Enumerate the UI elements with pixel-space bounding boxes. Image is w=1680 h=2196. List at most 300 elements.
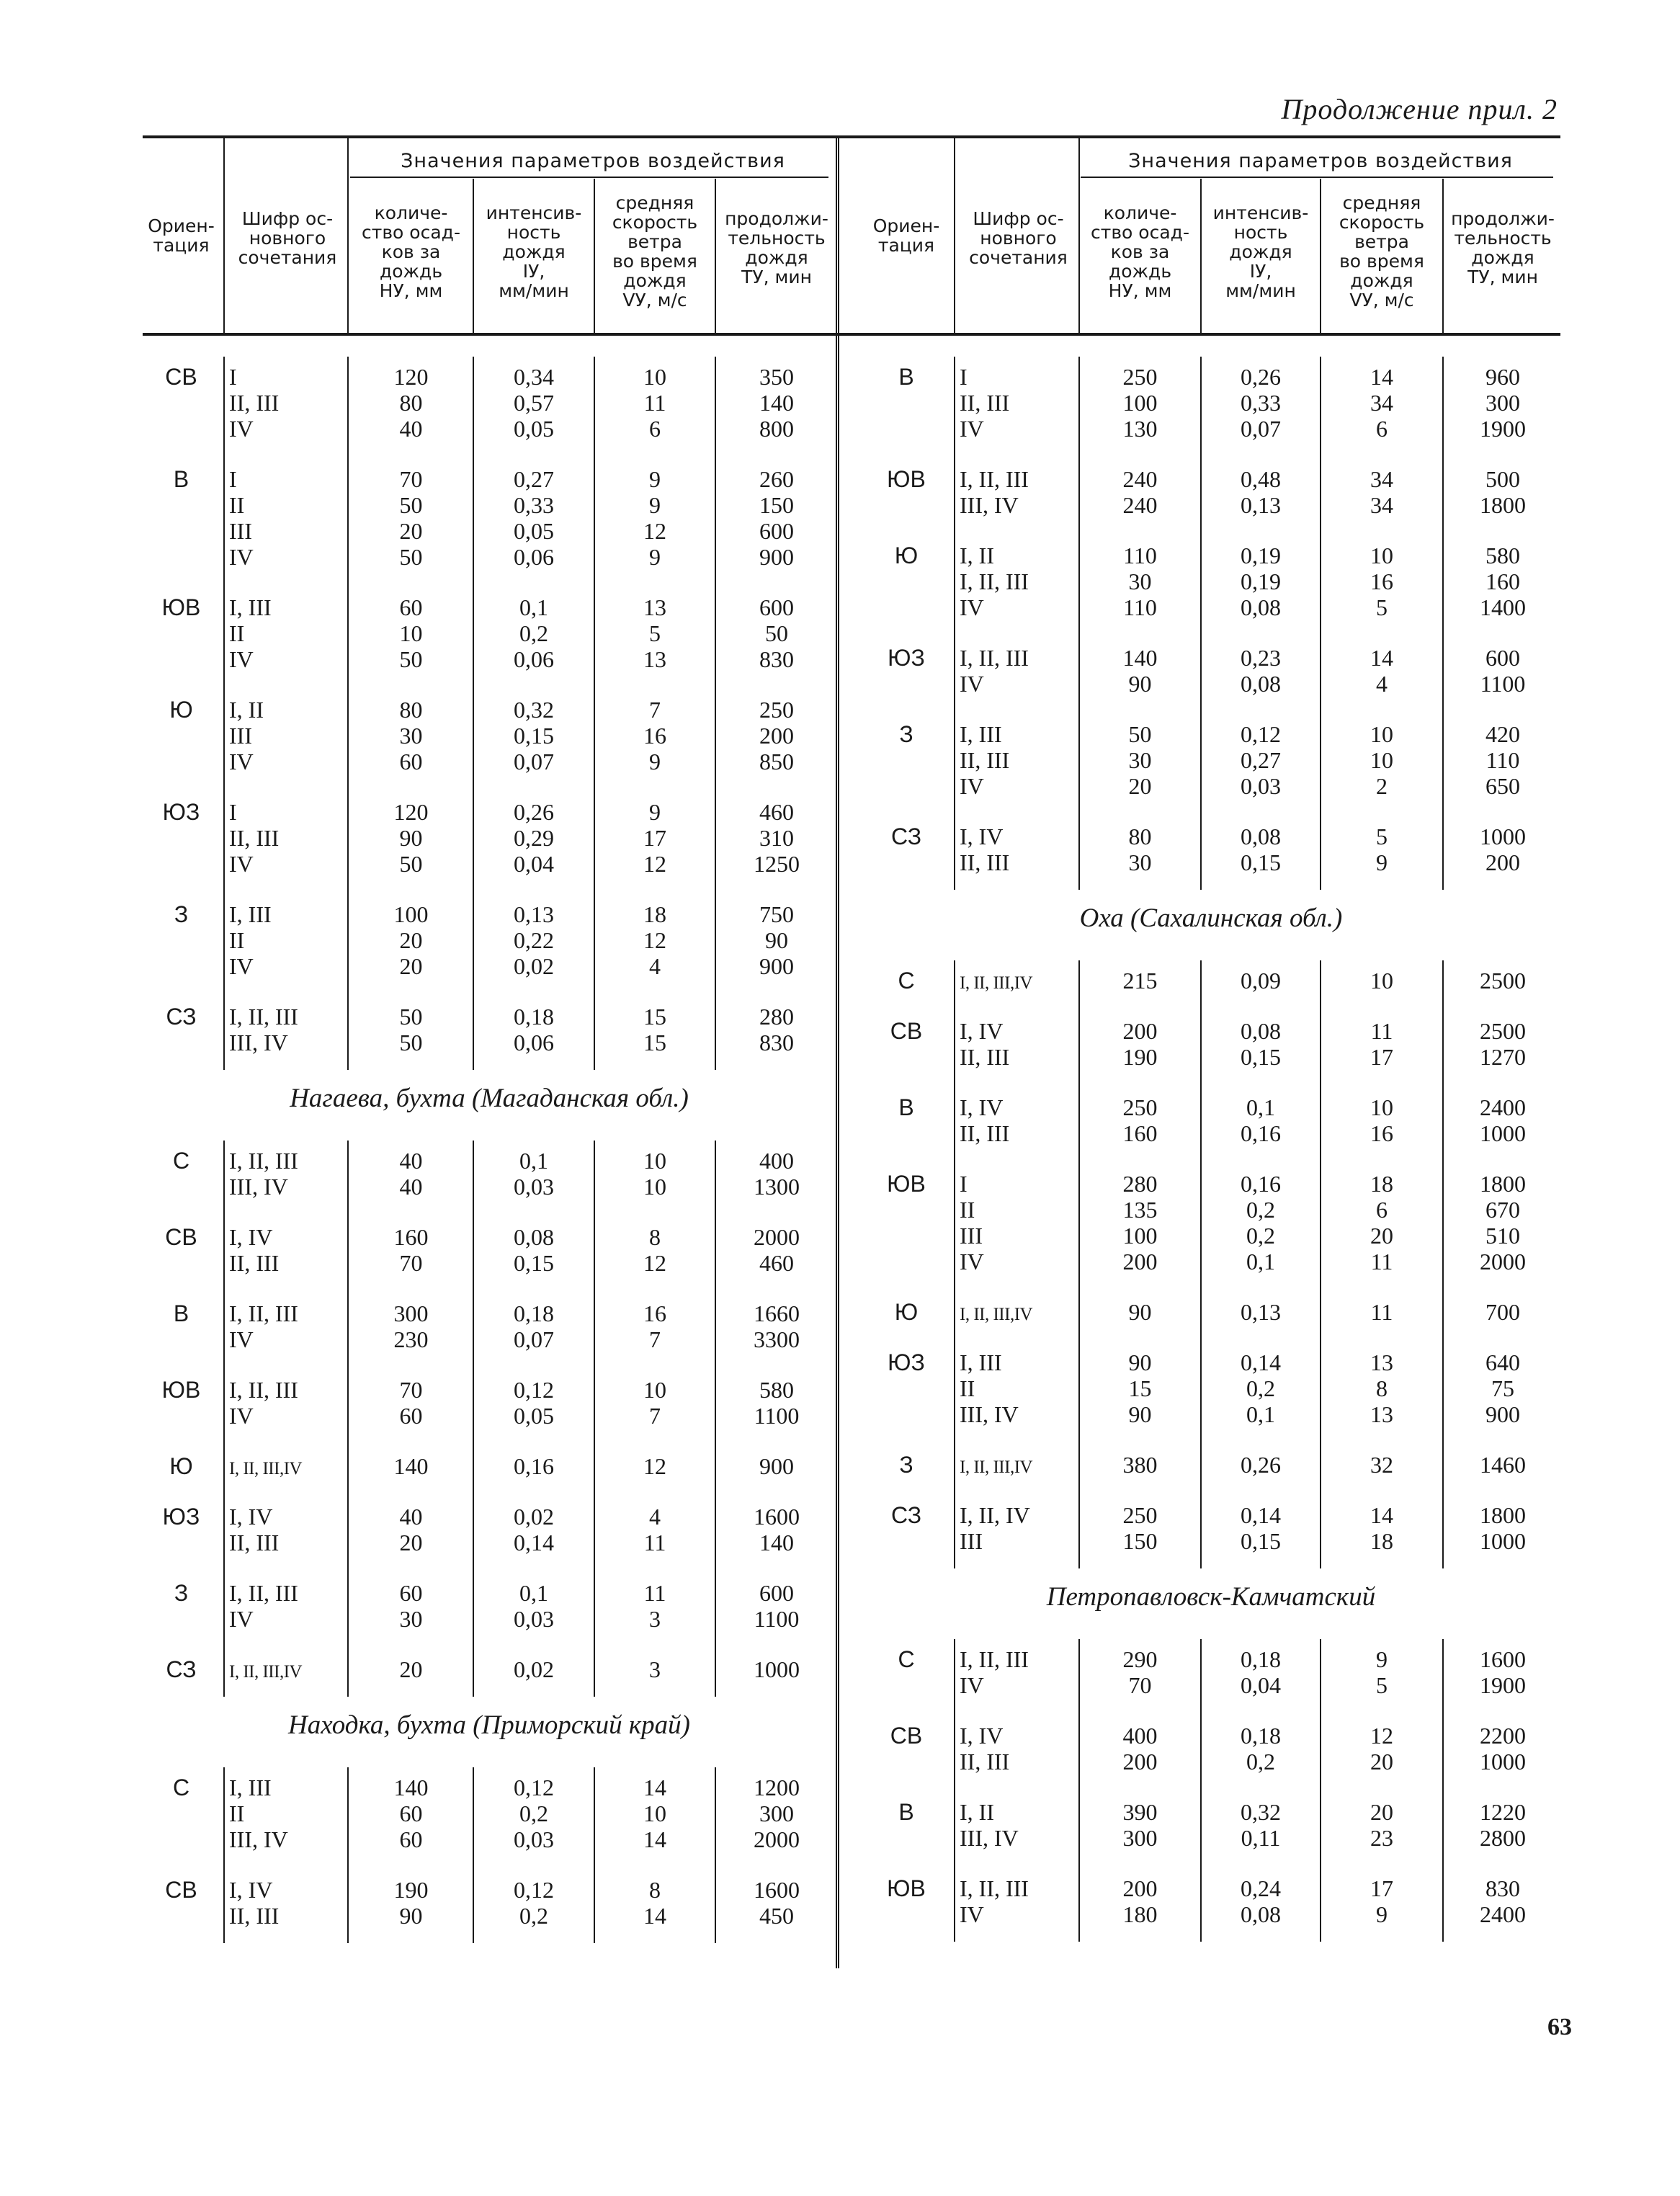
page-number: 63: [1547, 2014, 1572, 2040]
intensity-value: 0,1: [519, 1148, 548, 1174]
body-column-rule: [715, 357, 716, 1070]
combination-code: I, II, III: [229, 1300, 298, 1326]
wind-speed-value: 14: [1370, 364, 1393, 390]
intensity-value: 0,19: [1241, 568, 1281, 594]
body-column-rule: [1442, 960, 1444, 1568]
intensity-value: 0,16: [1241, 1120, 1281, 1146]
orientation-label: СЗ: [890, 1502, 922, 1528]
wind-speed-value: 34: [1370, 466, 1393, 492]
duration-value: 420: [1485, 721, 1520, 747]
wind-speed-value: 10: [1370, 968, 1393, 994]
duration-value: 1660: [754, 1300, 800, 1326]
intensity-value: 0,1: [1246, 1094, 1275, 1120]
section-title: Находка, бухта (Приморский край): [288, 1710, 690, 1740]
duration-value: 580: [1485, 543, 1520, 568]
combination-code: II: [229, 620, 245, 646]
intensity-value: 0,02: [514, 1504, 554, 1530]
duration-value: 2000: [1480, 1249, 1526, 1275]
rain-amount-value: 300: [1122, 1825, 1158, 1851]
intensity-value: 0,23: [1241, 645, 1281, 671]
duration-value: 1000: [1480, 1120, 1526, 1146]
rain-amount-value: 250: [1122, 364, 1158, 390]
intensity-value: 0,27: [1241, 747, 1281, 773]
body-column-rule: [594, 1767, 595, 1943]
orientation-label: В: [898, 364, 914, 390]
combination-code: IV: [229, 851, 254, 877]
rain-amount-value: 200: [1122, 1018, 1158, 1044]
intensity-value: 0,08: [1241, 1901, 1281, 1927]
intensity-value: 0,15: [1241, 849, 1281, 875]
wind-speed-value: 5: [1376, 824, 1388, 849]
orientation-label: С: [172, 1148, 190, 1174]
intensity-value: 0,06: [514, 1030, 554, 1055]
duration-value: 2800: [1480, 1825, 1526, 1851]
body-column-rule: [1320, 960, 1321, 1568]
duration-value: 1000: [1480, 1749, 1526, 1775]
wind-speed-value: 16: [643, 1300, 666, 1326]
parameters-group-header: Значения параметров воздействия: [401, 150, 785, 172]
rain-amount-value: 15: [1128, 1375, 1152, 1401]
combination-code: III, IV: [229, 1174, 288, 1200]
orientation-label: З: [174, 901, 189, 927]
combination-code: IV: [960, 1249, 984, 1275]
duration-value: 650: [1485, 773, 1520, 799]
duration-value: 600: [759, 594, 794, 620]
orientation-label: ЮВ: [887, 1171, 926, 1197]
combination-code: II, III: [960, 747, 1010, 773]
duration-value: 1800: [1480, 492, 1526, 518]
body-column-rule: [347, 1767, 349, 1943]
rain-amount-value: 40: [399, 1504, 423, 1530]
intensity-value: 0,08: [1241, 824, 1281, 849]
body-column-rule: [473, 357, 474, 1070]
combination-code: IV: [960, 594, 984, 620]
orientation-label: СЗ: [166, 1656, 197, 1682]
wind-speed-value: 7: [649, 697, 661, 723]
wind-speed-value: 10: [643, 1174, 666, 1200]
rain-amount-value: 240: [1122, 492, 1158, 518]
duration-value: 200: [759, 723, 794, 749]
rain-amount-value: 250: [1122, 1502, 1158, 1528]
wind-speed-value: 13: [643, 646, 666, 672]
duration-value: 75: [1491, 1375, 1514, 1401]
combination-code: IV: [960, 773, 984, 799]
rain-amount-value: 80: [399, 390, 423, 416]
wind-speed-value: 9: [649, 544, 661, 570]
wind-speed-value: 9: [649, 466, 661, 492]
wind-speed-value: 20: [1370, 1749, 1393, 1775]
wind-speed-value: 6: [1376, 1197, 1388, 1223]
combination-code: I, IV: [960, 1018, 1004, 1044]
duration-value: 830: [759, 646, 794, 672]
body-column-rule: [1078, 357, 1080, 890]
intensity-value: 0,2: [519, 620, 548, 646]
combination-code: I, II, III,IV: [229, 1662, 303, 1682]
intensity-value: 0,1: [1246, 1249, 1275, 1275]
wind-speed-value: 20: [1370, 1799, 1393, 1825]
intensity-value: 0,48: [1241, 466, 1281, 492]
intensity-value: 0,12: [1241, 721, 1281, 747]
combination-code: I, IV: [229, 1224, 273, 1250]
intensity-value: 0,2: [519, 1800, 548, 1826]
rain-amount-value: 280: [1122, 1171, 1158, 1197]
combination-code: I, III: [960, 721, 1002, 747]
combination-code: IV: [229, 1326, 254, 1352]
duration-value: 670: [1485, 1197, 1520, 1223]
orientation-label: З: [899, 1452, 913, 1478]
wind-speed-value: 9: [1376, 1901, 1388, 1927]
wind-speed-value: 9: [649, 492, 661, 518]
combination-code: I: [960, 1171, 968, 1197]
duration-header: продолжи- тельность дождя ТУ, мин: [725, 208, 828, 287]
rain-amount-value: 390: [1122, 1799, 1158, 1825]
wind-speed-value: 10: [1370, 543, 1393, 568]
wind-speed-value: 8: [649, 1877, 661, 1903]
rain-amount-value: 120: [393, 364, 429, 390]
combination-code: I, II: [960, 543, 994, 568]
wind-speed-value: 8: [1376, 1375, 1388, 1401]
intensity-header: интенсив- ность дождя IУ, мм/мин: [1212, 202, 1309, 301]
wind-speed-value: 11: [643, 390, 666, 416]
duration-value: 960: [1485, 364, 1520, 390]
rain-amount-value: 190: [1122, 1044, 1158, 1070]
duration-value: 900: [759, 953, 794, 979]
rain-amount-value: 380: [1122, 1452, 1158, 1478]
intensity-value: 0,04: [1241, 1672, 1281, 1698]
intensity-value: 0,02: [514, 1656, 554, 1682]
amount-header: количе- ство осад- ков за дождь HУ, мм: [1091, 202, 1189, 301]
combination-code: III: [229, 518, 252, 544]
rain-amount-value: 20: [399, 927, 423, 953]
combination-code: II, III: [960, 1044, 1010, 1070]
combination-code: I, IV: [960, 1723, 1004, 1749]
duration-value: 1900: [1480, 1672, 1526, 1698]
body-column-rule: [1078, 1639, 1080, 1942]
intensity-value: 0,34: [514, 364, 554, 390]
duration-value: 310: [759, 825, 794, 851]
duration-value: 2400: [1480, 1901, 1526, 1927]
combination-code: I: [229, 466, 237, 492]
intensity-value: 0,18: [1241, 1646, 1281, 1672]
body-column-rule: [715, 1141, 716, 1697]
duration-value: 750: [759, 901, 794, 927]
wind-speed-value: 6: [1376, 416, 1388, 442]
combination-code: III: [960, 1223, 983, 1249]
wind-speed-value: 10: [1370, 747, 1393, 773]
wind-speed-value: 11: [1370, 1018, 1393, 1044]
duration-value: 3300: [754, 1326, 800, 1352]
wind-speed-value: 18: [643, 901, 666, 927]
combination-code: III: [960, 1528, 983, 1554]
combination-code: I, IV: [229, 1877, 273, 1903]
intensity-value: 0,1: [519, 1580, 548, 1606]
intensity-value: 0,24: [1241, 1875, 1281, 1901]
orientation-label: ЮВ: [161, 594, 201, 620]
rain-amount-value: 90: [1128, 1401, 1152, 1427]
header-bottom-rule: [143, 333, 1560, 336]
combination-code: II, III: [229, 1250, 280, 1276]
intensity-value: 0,18: [1241, 1723, 1281, 1749]
duration-value: 1400: [1480, 594, 1526, 620]
duration-value: 510: [1485, 1223, 1520, 1249]
rain-amount-value: 110: [1123, 543, 1157, 568]
duration-value: 500: [1485, 466, 1520, 492]
intensity-value: 0,03: [514, 1606, 554, 1632]
orientation-label: ЮВ: [887, 1875, 926, 1901]
wind-speed-header: средняя скорость ветра во время дождя VУ, м/с: [1339, 192, 1425, 311]
rain-amount-value: 150: [1122, 1528, 1158, 1554]
orientation-label: Ю: [169, 697, 193, 723]
duration-value: 900: [759, 544, 794, 570]
duration-header: продолжи- тельность дождя ТУ, мин: [1451, 208, 1555, 287]
intensity-value: 0,08: [1241, 594, 1281, 620]
intensity-value: 0,18: [514, 1300, 554, 1326]
wind-speed-value: 14: [643, 1826, 666, 1852]
combination-code: I, II, III: [960, 568, 1029, 594]
wind-speed-value: 32: [1370, 1452, 1393, 1478]
rain-amount-value: 50: [399, 1004, 423, 1030]
intensity-value: 0,15: [1241, 1528, 1281, 1554]
body-column-rule: [473, 1767, 474, 1943]
orientation-label: С: [898, 1646, 915, 1672]
wind-speed-value: 18: [1370, 1171, 1393, 1197]
rain-amount-value: 100: [393, 901, 429, 927]
body-column-rule: [473, 1141, 474, 1697]
wind-speed-value: 11: [643, 1580, 666, 1606]
intensity-value: 0,03: [514, 1174, 554, 1200]
wind-speed-value: 34: [1370, 390, 1393, 416]
duration-value: 1800: [1480, 1171, 1526, 1197]
wind-speed-value: 7: [649, 1403, 661, 1429]
orientation-label: СВ: [890, 1018, 923, 1044]
body-column-rule: [347, 357, 349, 1070]
duration-value: 1000: [1480, 824, 1526, 849]
duration-value: 600: [759, 518, 794, 544]
wind-speed-value: 4: [1376, 671, 1388, 697]
rain-amount-value: 40: [399, 1174, 423, 1200]
rain-amount-value: 90: [1128, 1299, 1152, 1325]
rain-amount-value: 180: [1122, 1901, 1158, 1927]
combination-code: II, III: [229, 825, 280, 851]
rain-amount-value: 70: [1128, 1672, 1152, 1698]
intensity-value: 0,12: [514, 1877, 554, 1903]
duration-value: 900: [1485, 1401, 1520, 1427]
rain-amount-value: 70: [399, 1377, 423, 1403]
duration-value: 1600: [1480, 1646, 1526, 1672]
combination-code: I, II, III: [960, 466, 1029, 492]
rain-amount-value: 10: [399, 620, 423, 646]
rain-amount-value: 250: [1122, 1094, 1158, 1120]
parameters-group-header: Значения параметров воздействия: [1128, 150, 1513, 172]
rain-amount-value: 50: [399, 492, 423, 518]
body-column-rule: [715, 1767, 716, 1943]
combination-code: I, II, IV: [960, 1502, 1030, 1528]
header-column-rule: [223, 138, 225, 333]
rain-amount-value: 200: [1122, 1749, 1158, 1775]
wind-speed-header: средняя скорость ветра во время дождя VУ, м/с: [612, 192, 698, 311]
orientation-label: СВ: [165, 364, 197, 390]
combination-code: II, III: [960, 390, 1010, 416]
duration-value: 90: [765, 927, 788, 953]
section-title: Нагаева, бухта (Магаданская обл.): [290, 1084, 689, 1113]
body-column-rule: [1078, 960, 1080, 1568]
wind-speed-value: 10: [643, 1377, 666, 1403]
rain-amount-value: 30: [1128, 747, 1152, 773]
duration-value: 460: [759, 1250, 794, 1276]
wind-speed-value: 4: [649, 953, 661, 979]
body-column-rule: [594, 357, 595, 1070]
duration-value: 1300: [754, 1174, 800, 1200]
combination-code: I, III: [229, 1775, 272, 1800]
intensity-value: 0,08: [1241, 671, 1281, 697]
duration-value: 1000: [1480, 1528, 1526, 1554]
body-column-rule: [1200, 1639, 1202, 1942]
duration-value: 150: [759, 492, 794, 518]
header-column-rule: [954, 138, 955, 333]
wind-speed-value: 2: [1376, 773, 1388, 799]
header-column-rule: [347, 138, 349, 333]
combination-code: I, II, III,IV: [960, 1305, 1033, 1324]
orientation-label: Ю: [894, 543, 919, 568]
duration-value: 1270: [1480, 1044, 1526, 1070]
duration-value: 1200: [754, 1775, 800, 1800]
header-column-rule: [715, 179, 716, 333]
body-column-rule: [954, 1639, 955, 1942]
wind-speed-value: 14: [643, 1903, 666, 1929]
rain-amount-value: 90: [399, 825, 423, 851]
wind-speed-value: 4: [649, 1504, 661, 1530]
duration-value: 640: [1485, 1349, 1520, 1375]
rain-amount-value: 60: [399, 1403, 423, 1429]
wind-speed-value: 12: [643, 1453, 666, 1479]
intensity-value: 0,05: [514, 518, 554, 544]
rain-amount-value: 60: [399, 594, 423, 620]
combination-code: II, III: [960, 1749, 1010, 1775]
wind-speed-value: 12: [643, 1250, 666, 1276]
wind-speed-value: 15: [643, 1004, 666, 1030]
duration-value: 1600: [754, 1877, 800, 1903]
intensity-value: 0,07: [1241, 416, 1281, 442]
rain-amount-value: 60: [399, 1826, 423, 1852]
duration-value: 600: [1485, 645, 1520, 671]
rain-amount-value: 40: [399, 1148, 423, 1174]
wind-speed-value: 16: [1370, 1120, 1393, 1146]
orientation-label: Ю: [169, 1453, 193, 1479]
body-column-rule: [1442, 1639, 1444, 1942]
combination-code: IV: [229, 1606, 254, 1632]
combination-code: I: [960, 364, 968, 390]
wind-speed-value: 17: [1370, 1044, 1393, 1070]
combination-code: III, IV: [229, 1030, 288, 1055]
rain-amount-value: 110: [1123, 594, 1157, 620]
duration-value: 250: [759, 697, 794, 723]
intensity-value: 0,08: [514, 1224, 554, 1250]
rain-amount-value: 230: [393, 1326, 429, 1352]
orientation-label: СВ: [165, 1224, 197, 1250]
intensity-value: 0,2: [1246, 1197, 1275, 1223]
intensity-value: 0,26: [1241, 1452, 1281, 1478]
parameters-group-underline: [1081, 177, 1553, 178]
intensity-value: 0,32: [1241, 1799, 1281, 1825]
body-column-rule: [347, 1141, 349, 1697]
combination-code: III, IV: [960, 1401, 1019, 1427]
orientation-header: Ориен- тация: [872, 215, 940, 256]
intensity-value: 0,15: [514, 723, 554, 749]
intensity-value: 0,06: [514, 544, 554, 570]
body-column-rule: [1442, 357, 1444, 890]
duration-value: 830: [759, 1030, 794, 1055]
wind-speed-value: 17: [1370, 1875, 1393, 1901]
code-header: Шифр ос- новного сочетания: [238, 208, 337, 268]
body-column-rule: [223, 357, 225, 1070]
rain-amount-value: 100: [1122, 1223, 1158, 1249]
body-column-rule: [223, 1767, 225, 1943]
wind-speed-value: 12: [643, 851, 666, 877]
combination-code: I, II: [960, 1799, 994, 1825]
duration-value: 1800: [1480, 1502, 1526, 1528]
intensity-value: 0,04: [514, 851, 554, 877]
rain-amount-value: 215: [1122, 968, 1158, 994]
intensity-value: 0,13: [1241, 1299, 1281, 1325]
duration-value: 1900: [1480, 416, 1526, 442]
intensity-value: 0,2: [519, 1903, 548, 1929]
orientation-label: ЮЗ: [162, 799, 200, 825]
orientation-label: ЮЗ: [888, 645, 925, 671]
header-column-rule: [1442, 179, 1444, 333]
wind-speed-value: 3: [649, 1606, 661, 1632]
orientation-label: З: [174, 1580, 189, 1606]
wind-speed-value: 20: [1370, 1223, 1393, 1249]
duration-value: 140: [759, 390, 794, 416]
duration-value: 460: [759, 799, 794, 825]
rain-amount-value: 70: [399, 466, 423, 492]
rain-amount-value: 80: [399, 697, 423, 723]
header-column-rule: [1200, 179, 1202, 333]
wind-speed-value: 17: [643, 825, 666, 851]
combination-code: IV: [229, 749, 254, 775]
rain-amount-value: 20: [399, 1530, 423, 1556]
combination-code: IV: [229, 544, 254, 570]
rain-amount-value: 30: [1128, 849, 1152, 875]
rain-amount-value: 70: [399, 1250, 423, 1276]
intensity-value: 0,02: [514, 953, 554, 979]
rain-amount-value: 20: [399, 1656, 423, 1682]
rain-amount-value: 50: [1128, 721, 1152, 747]
intensity-header: интенсив- ность дождя IУ, мм/мин: [486, 202, 582, 301]
duration-value: 900: [759, 1453, 794, 1479]
intensity-value: 0,06: [514, 646, 554, 672]
duration-value: 160: [1485, 568, 1520, 594]
duration-value: 1600: [754, 1504, 800, 1530]
combination-code: I, II, III: [229, 1580, 298, 1606]
orientation-label: СВ: [890, 1723, 923, 1749]
rain-amount-value: 20: [399, 518, 423, 544]
wind-speed-value: 9: [1376, 849, 1388, 875]
rain-amount-value: 60: [399, 1580, 423, 1606]
header-column-rule: [473, 179, 474, 333]
intensity-value: 0,32: [514, 697, 554, 723]
combination-code: II: [229, 492, 245, 518]
wind-speed-value: 3: [649, 1656, 661, 1682]
wind-speed-value: 5: [1376, 594, 1388, 620]
orientation-label: ЮВ: [887, 466, 926, 492]
wind-speed-value: 13: [1370, 1401, 1393, 1427]
intensity-value: 0,03: [1241, 773, 1281, 799]
orientation-header: Ориен- тация: [148, 215, 215, 256]
combination-code: IV: [960, 671, 984, 697]
intensity-value: 0,11: [1241, 1825, 1281, 1851]
combination-code: III, IV: [229, 1826, 288, 1852]
